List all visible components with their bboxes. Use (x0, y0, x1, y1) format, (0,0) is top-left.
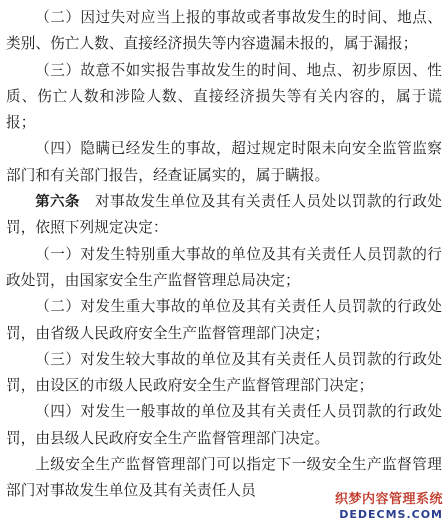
article-paragraph (6, 189, 442, 242)
clause-paragraph: （四）对发生一般事故的单位及其有关责任人员罚款的行政处罚，由县级人民政府安全生产监督管理部门决定。 (6, 403, 442, 447)
clause-paragraph: （二）因过失对应当上报的事故或者事故发生的时间、地点、类别、伤亡人数、直接经济损失等内容遗漏未报的，属于漏报； (6, 9, 442, 53)
watermark-logo (315, 490, 443, 524)
clause-paragraph: （一）对发生特别重大事故的单位及其有关责任人员罚款的行政处罚，由国家安全生产监督管理总局决定； (6, 245, 442, 289)
watermark-line-2: DEDECMS.COM (339, 508, 443, 521)
watermark-line-1: 织梦内容管理系统 (334, 492, 443, 507)
clause-paragraph: 上级安全生产监督管理部门可以指定下一级安全生产监督管理部门对事故发生单位及其有关责任人员 (6, 456, 442, 500)
clause-paragraph: （四）隐瞒已经发生的事故，超过规定时限未向安全监管监察部门和有关部门报告，经查证属实的，属于瞒报。 (6, 140, 442, 184)
clause-paragraph: （二）对发生重大事故的单位及其有关责任人员罚款的行政处罚，由省级人民政府安全生产监督管理部门决定； (6, 298, 442, 342)
clause-paragraph: （三）故意不如实报告事故发生的时间、地点、初步原因、性质、伤亡人数和涉险人数、直接经济损失等有关内容的，属于谎报； (6, 61, 442, 132)
document-body (6, 5, 442, 505)
article-title: 第六条 (35, 194, 80, 211)
article-text: 对事故发生单位及其有关责任人员处以罚款的行政处罚，依照下列规定决定： (6, 193, 442, 237)
clause-paragraph: （三）对发生较大事故的单位及其有关责任人员罚款的行政处罚，由设区的市级人民政府安全生产监督管理部门决定； (6, 350, 442, 395)
